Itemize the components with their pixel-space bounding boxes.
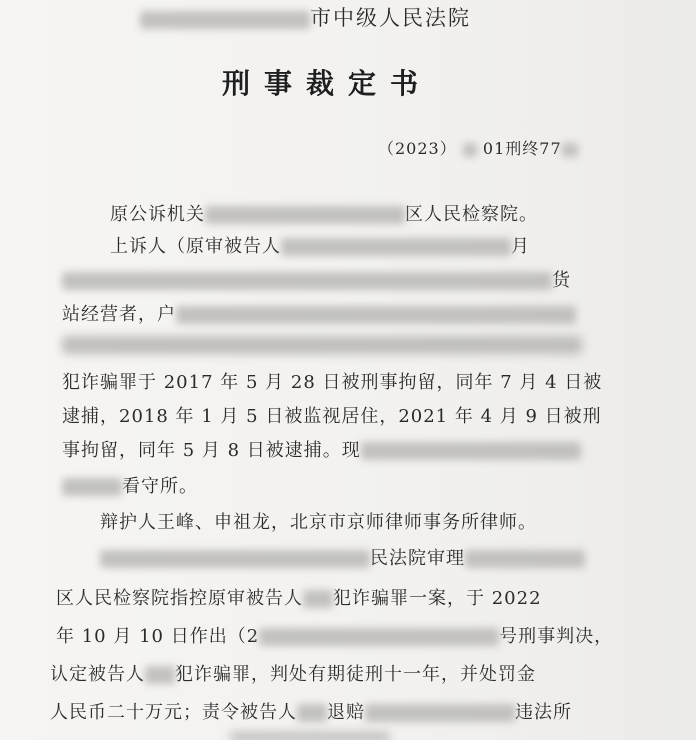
redacted-court-city [140,11,310,29]
appellant-line-8: 看守所。 [62,472,198,498]
redacted-defendant-name-2 [145,666,175,684]
case-number: （2023） 01刑终77 [378,136,578,159]
redacted-cutoff-line [230,732,390,740]
appellant-line-7: 事拘留，同年 5 月 8 日被逮捕。现 [62,436,581,462]
appellant-line-3: 站经营者，户 [62,300,576,326]
redacted-defendant-name [303,590,333,608]
appellant-line-1: 上诉人（原审被告人 月 [110,236,530,257]
redacted-appellant-info [281,238,511,256]
redacted-jail-name [62,478,122,496]
appellant-line-5: 犯诈骗罪于 2017 年 5 月 28 日被刑事拘留，同年 7 月 4 日被 [62,372,603,393]
redacted-case-suffix [562,143,578,157]
redacted-appellant-details [62,272,552,290]
appellant-line-2: 货 [62,266,571,292]
trial-line-4: 认定被告人 犯诈骗罪，判处有期徒刑十一年，并处罚金 [50,664,536,685]
court-name: 市中级人民法院 [310,6,471,30]
redacted-case-code [463,143,477,157]
document-title: 刑事裁定书 [222,67,433,100]
redacted-residence [176,306,576,324]
redacted-defendant-name-3 [297,704,327,722]
trial-line-1: 民法院审理 [100,544,585,570]
redacted-address-line [62,336,582,354]
redacted-trial-district [465,550,585,568]
trial-line-5: 人民币二十万元；责令被告人 退赔 违法所 [50,702,572,723]
appellant-line-6: 逮捕，2018 年 1 月 5 日被监视居住，2021 年 4 月 9 日被刑 [62,406,602,427]
redacted-amount [365,704,515,722]
trial-line-2: 区人民检察院指控原审被告人 犯诈骗罪一案，于 2022 [56,588,542,609]
redacted-judgment-number [259,628,499,646]
redacted-trial-court [100,550,370,568]
court-header [140,2,471,32]
trial-line-3: 年 10 月 10 日作出（2 号刑事判决， [56,626,614,647]
redacted-detention-place [361,442,581,460]
prosecutor-line: 原公诉机关 区人民检察院。 [110,204,538,225]
redacted-prosecutor [205,206,405,224]
defense-counsel-line: 辩护人王峰、申祖龙，北京市京师律师事务所律师。 [100,512,537,533]
